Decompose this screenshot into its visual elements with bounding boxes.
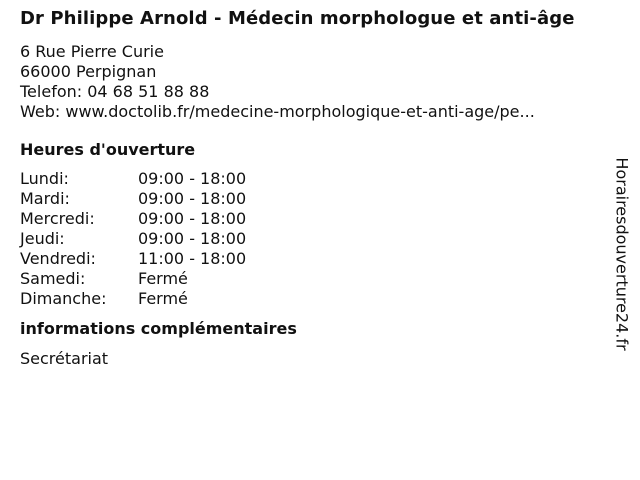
hours-row-tuesday [20,189,610,209]
hours-row-saturday [20,269,610,289]
page-title: Dr Philippe Arnold - Médecin morphologue et anti-âge [20,8,575,29]
day-label: Dimanche: [20,289,107,308]
contact-details [20,42,610,122]
website-link[interactable]: Web: www.doctolib.fr/medecine-morphologique-et-anti-age/pe... [20,102,535,121]
opening-hours-heading: Heures d'ouverture [20,140,196,159]
time-value: 11:00 - 18:00 [138,249,247,268]
day-label: Mercredi: [20,209,95,228]
additional-info-heading: informations complémentaires [20,319,297,338]
time-value: Fermé [138,289,188,308]
address-line-1: 6 Rue Pierre Curie [20,42,164,61]
hours-row-sunday [20,289,610,309]
hours-row-thursday [20,229,610,249]
site-brand-vertical [612,134,632,374]
day-label: Mardi: [20,189,70,208]
time-value: 09:00 - 18:00 [138,189,247,208]
hours-row-wednesday [20,209,610,229]
time-value: 09:00 - 18:00 [138,209,247,228]
opening-hours-list [20,169,610,309]
day-label: Lundi: [20,169,69,188]
day-label: Samedi: [20,269,86,288]
time-value: 09:00 - 18:00 [138,229,247,248]
address-line-2: 66000 Perpignan [20,62,157,81]
phone-number[interactable]: Telefon: 04 68 51 88 88 [20,82,210,101]
additional-info-text: Secrétariat [20,349,109,368]
site-brand-text: Horairesdouverture24.fr [613,157,633,351]
business-card [20,8,610,369]
time-value: Fermé [138,269,188,288]
hours-row-friday [20,249,610,269]
time-value: 09:00 - 18:00 [138,169,247,188]
day-label: Jeudi: [20,229,65,248]
hours-row-monday [20,169,610,189]
day-label: Vendredi: [20,249,96,268]
